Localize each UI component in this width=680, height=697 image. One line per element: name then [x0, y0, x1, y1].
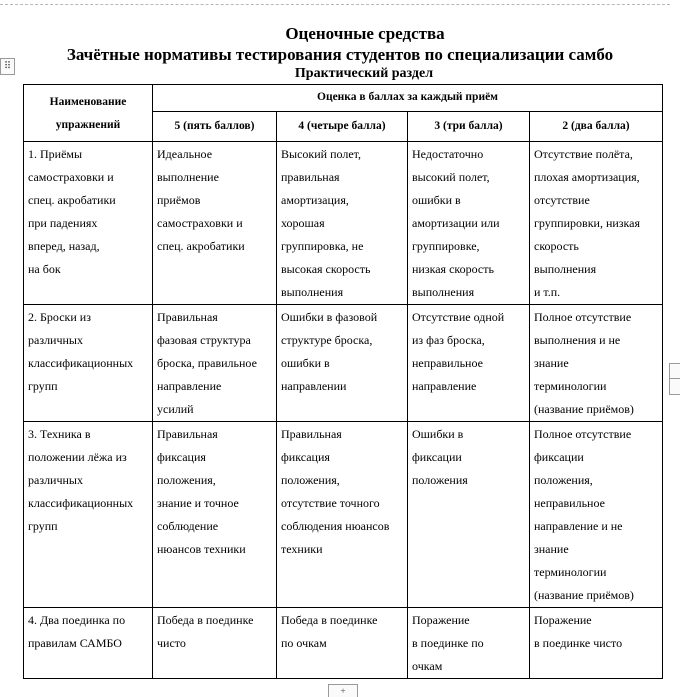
header-exercise-name: Наименование упражнений: [24, 85, 153, 142]
exercise-name-cell: 2. Броски из различных классификационных групп: [24, 305, 153, 422]
table-row: [24, 142, 663, 305]
grade-3-cell: Отсутствие одной из фаз броска, неправильное направление: [408, 305, 530, 422]
grade-2-cell: Полное отсутствие фиксации положения, неправильное направление и не знание терминологии (название приёмов): [530, 422, 663, 608]
header-grade-group: Оценка в баллах за каждый приём: [153, 85, 663, 112]
grade-5-cell: Правильная фазовая структура броска, правильное направление усилий: [153, 305, 277, 422]
document-title: Оценочные средства: [285, 24, 445, 43]
grade-4-cell: Высокий полет, правильная амортизация, хорошая группировка, не высокая скорость выполнения: [277, 142, 408, 305]
table-row: [24, 305, 663, 422]
grade-4-cell: Победа в поединке по очкам: [277, 608, 408, 679]
table-row: [24, 608, 663, 679]
add-row-handle-icon[interactable]: +: [328, 684, 358, 697]
table-row: [24, 422, 663, 608]
grade-2-cell: Поражение в поединке чисто: [530, 608, 663, 679]
grade-5-cell: Победа в поединке чисто: [153, 608, 277, 679]
document-subtitle: Зачётные нормативы тестирования студентов по специализации самбо: [66, 45, 614, 64]
grade-2-cell: Полное отсутствие выполнения и не знание терминологии (название приёмов): [530, 305, 663, 422]
header-grade-3: 3 (три балла): [408, 112, 530, 142]
header-grade-4: 4 (четыре балла): [277, 112, 408, 142]
grade-4-cell: Правильная фиксация положения, отсутствие точного соблюдения нюансов техники: [277, 422, 408, 608]
exercise-name-cell: 4. Два поединка по правилам САМБО: [24, 608, 153, 679]
grade-3-cell: Ошибки в фиксации положения: [408, 422, 530, 608]
exercise-name-cell: 3. Техника в положении лёжа из различных классификационных групп: [24, 422, 153, 608]
table-move-handle-icon[interactable]: ⠿: [0, 58, 15, 75]
section-title: Практический раздел: [294, 66, 434, 81]
header-grade-5: 5 (пять баллов): [153, 112, 277, 142]
grade-5-cell: Идеальное выполнение приёмов самостраховки и спец. акробатики: [153, 142, 277, 305]
header-grade-2: 2 (два балла): [530, 112, 663, 142]
grade-3-cell: Поражение в поединке по очкам: [408, 608, 530, 679]
page-top-edge: [0, 0, 670, 5]
header-row-group: [24, 85, 663, 112]
grade-2-cell: Отсутствие полёта, плохая амортизация, отсутствие группировки, низкая скорость выполнения и т.п.: [530, 142, 663, 305]
table-resize-handle-icon[interactable]: —: [669, 363, 680, 395]
grade-3-cell: Недостаточно высокий полет, ошибки в амортизации или группировке, низкая скорость выполнения: [408, 142, 530, 305]
exercise-name-cell: 1. Приёмы самостраховки и спец. акробатики при падениях вперед, назад, на бок: [24, 142, 153, 305]
assessment-table: [23, 84, 663, 679]
grade-4-cell: Ошибки в фазовой структуре броска, ошибки в направлении: [277, 305, 408, 422]
grade-5-cell: Правильная фиксация положения, знание и точное соблюдение нюансов техники: [153, 422, 277, 608]
